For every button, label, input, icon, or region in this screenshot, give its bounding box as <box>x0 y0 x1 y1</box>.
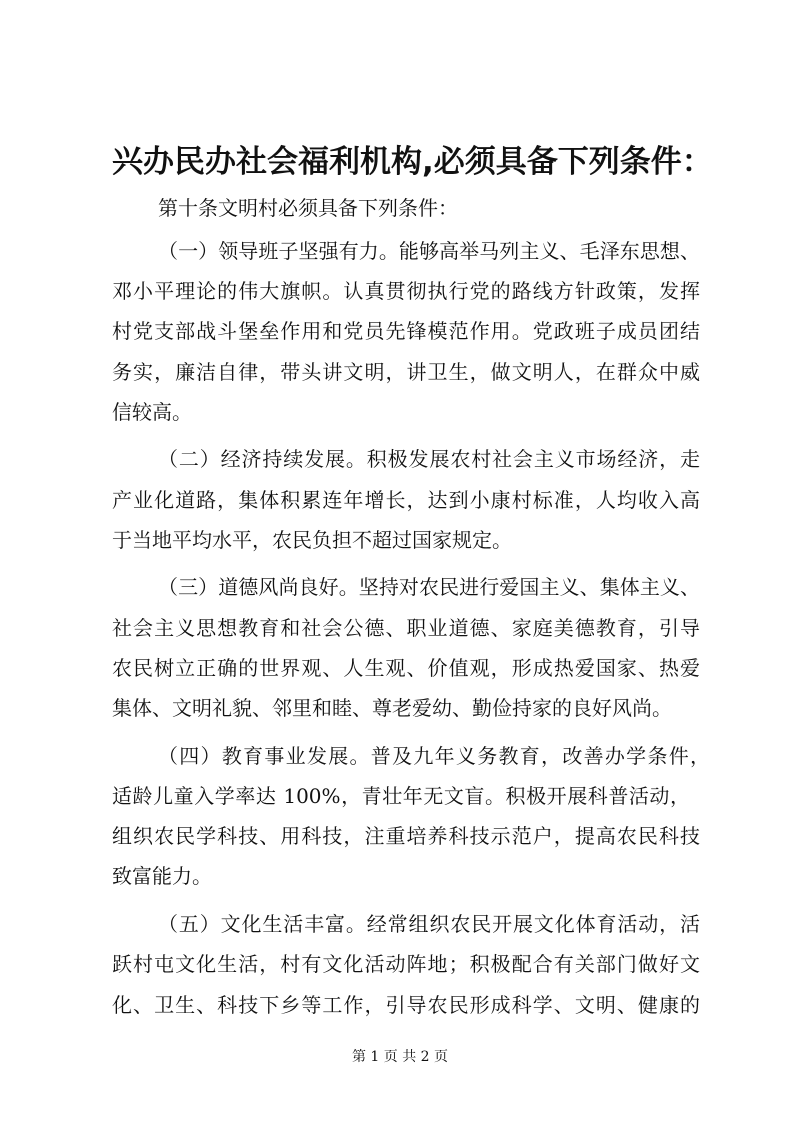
paragraph-3-line-3: 农民树立正确的世界观、人生观、价值观，形成热爱国家、热爱 <box>112 656 700 680</box>
paragraph-5-line-3: 化、卫生、科技下乡等工作，引导农民形成科学、文明、健康的 <box>112 993 700 1017</box>
paragraph-1-line-2: 邓小平理论的伟大旗帜。认真贯彻执行党的路线方针政策，发挥 <box>112 279 700 303</box>
paragraph-3-line-1: （三）道德风尚良好。坚持对农民进行爱国主义、集体主义、 <box>158 575 700 599</box>
paragraph-3-line-2: 社会主义思想教育和社会公德、职业道德、家庭美德教育，引导 <box>112 616 700 640</box>
paragraph-1-line-5: 信较高。 <box>112 400 192 424</box>
paragraph-2-line-3: 于当地平均水平，农民负担不超过国家规定。 <box>112 528 512 552</box>
page-number-footer: 第 1 页 共 2 页 <box>351 1049 449 1065</box>
paragraph-5-line-1: （五）文化生活丰富。经常组织农民开展文化体育活动，活 <box>158 912 700 936</box>
paragraph-4-line-3: 组织农民学科技、用科技，注重培养科技示范户，提高农民科技 <box>112 824 700 848</box>
paragraph-1-line-1: （一）领导班子坚强有力。能够高举马列主义、毛泽东思想、 <box>158 239 700 263</box>
paragraph-2-line-1: （二）经济持续发展。积极发展农村社会主义市场经济，走 <box>158 447 700 471</box>
document-title: 兴办民办社会福利机构,必须具备下列条件： <box>112 144 713 180</box>
paragraph-1-line-4: 务实，廉洁自律，带头讲文明，讲卫生，做文明人，在群众中威 <box>112 360 700 384</box>
paragraph-2-line-2: 产业化道路，集体积累连年增长，达到小康村标准，人均收入高 <box>112 488 700 512</box>
paragraph-5-line-2: 跃村屯文化生活，村有文化活动阵地；积极配合有关部门做好文 <box>112 952 700 976</box>
paragraph-4-line-1: （四）教育事业发展。普及九年义务教育，改善办学条件， <box>158 744 710 768</box>
paragraph-4-line-2: 适龄儿童入学率达 100%，青壮年无文盲。积极开展科普活动， <box>112 784 690 808</box>
paragraph-3-line-4: 集体、文明礼貌、邻里和睦、尊老爱幼、勤俭持家的良好风尚。 <box>112 696 672 720</box>
paragraph-4-line-4: 致富能力。 <box>112 864 212 888</box>
intro-line: 第十条文明村必须具备下列条件： <box>158 196 458 220</box>
paragraph-1-line-3: 村党支部战斗堡垒作用和党员先锋模范作用。党政班子成员团结 <box>112 319 700 343</box>
